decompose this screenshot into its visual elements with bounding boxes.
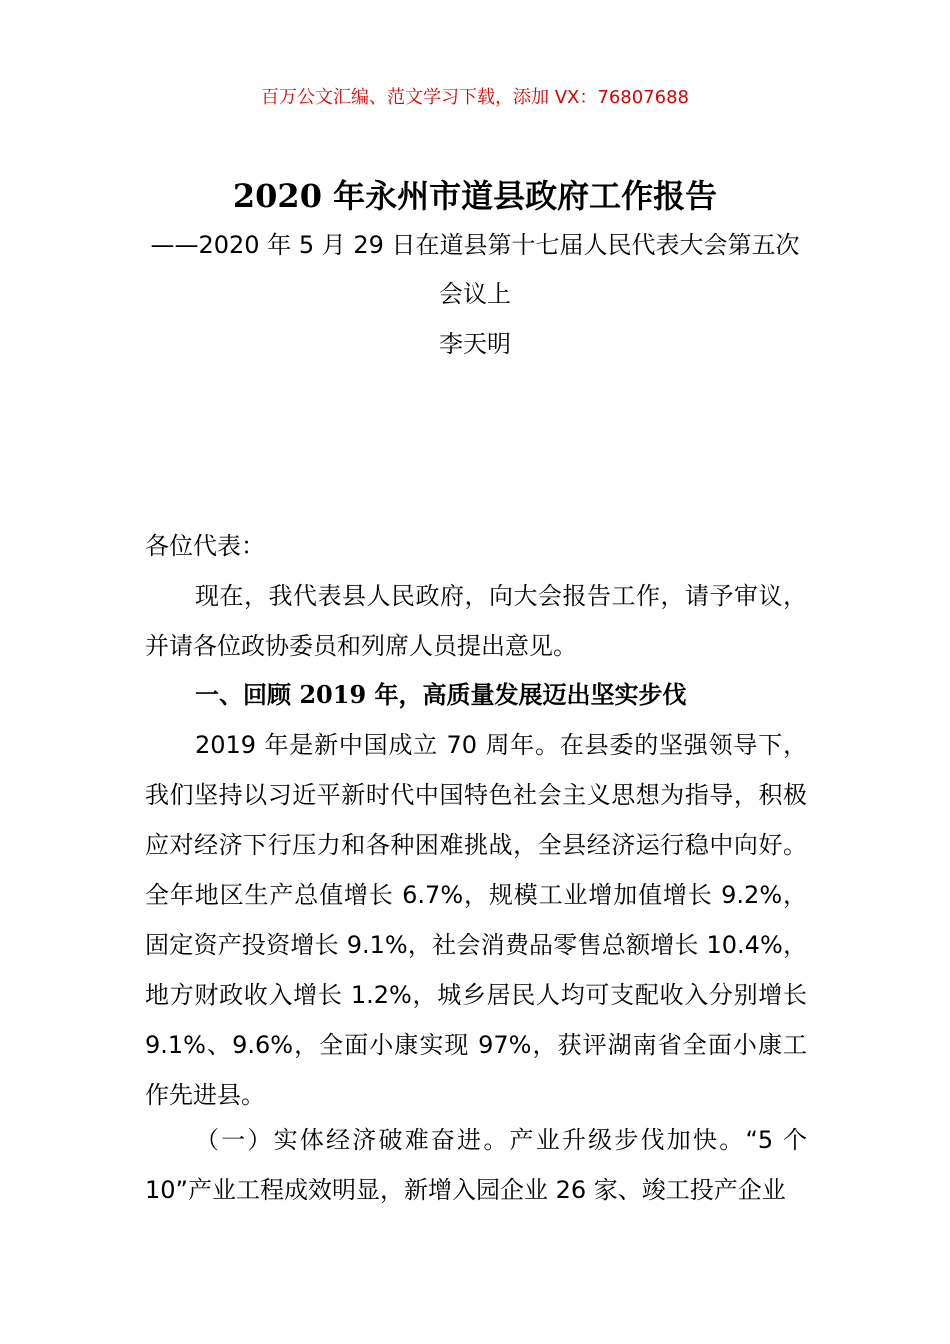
paragraph-text: （一）实体经济破难奋进。产业升级步伐加快。“5 个 10”产业工程成效明显，新增入园企业 26 家、竣工投产企业 bbox=[145, 1126, 807, 1204]
paragraph-intro bbox=[145, 571, 807, 671]
paragraph-text: 现在，我代表县人民政府，向大会报告工作，请予审议，并请各位政协委员和列席人员提出意见。 bbox=[145, 582, 807, 660]
subtitle-line-1: ——2020 年 5 月 29 日在道县第十七届人民代表大会第五次 bbox=[150, 231, 800, 259]
author-name: 李天明 bbox=[439, 330, 511, 358]
section-heading-text: 一、回顾 2019 年，高质量发展迈出坚实步伐 bbox=[195, 680, 687, 709]
greeting: 各位代表： bbox=[145, 532, 265, 560]
document-title: 2020 年永州市道县政府工作报告 bbox=[232, 177, 718, 215]
watermark-banner: 百万公文汇编、范文学习下载，添加 VX：76807688 bbox=[261, 87, 689, 108]
paragraph-text: 2019 年是新中国成立 70 周年。在县委的坚强领导下，我们坚持以习近平新时代中国特色社会主义思想为指导，积极应对经济下行压力和各种困难挑战，全县经济运行稳中向好。全年地区生产总值增长 6.7%，规模工业增加值增长 9.2%，固定资产投资增长 9.1%，社会消费品零售总额增长 10.4%，地方财政收入增长 1.2%，城乡居民人均可支配收入分别增长 9.1%、9.6%，全面小康实现 97%，获评湖南省全面小康工作先进县。 bbox=[145, 731, 807, 1109]
paragraph-economy bbox=[145, 1115, 807, 1215]
subtitle-line-2: 会议上 bbox=[439, 280, 511, 308]
paragraph-review bbox=[145, 720, 807, 1120]
section-heading bbox=[145, 670, 807, 720]
